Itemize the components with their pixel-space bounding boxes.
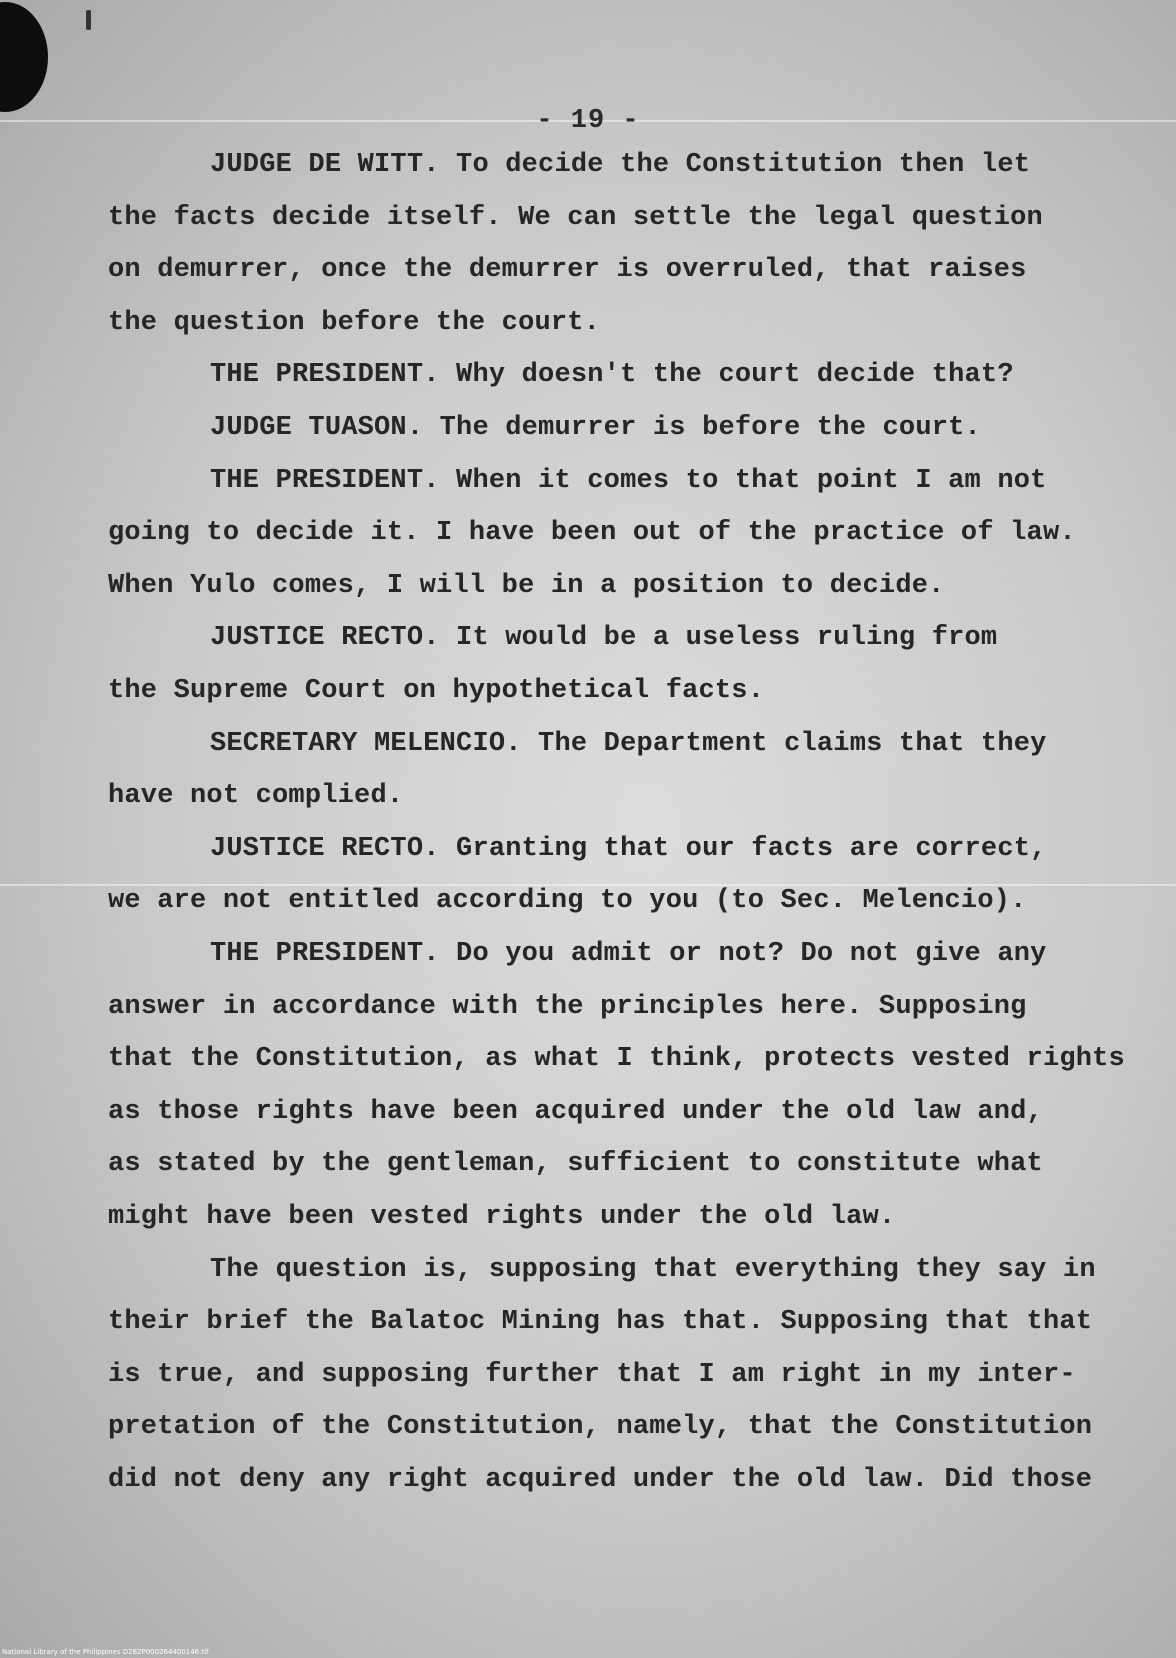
text-line: we are not entitled according to you (to Sec. Melencio). <box>108 886 1027 916</box>
text-line: did not deny any right acquired under the old law. Did those <box>108 1465 1093 1495</box>
text-line: the Supreme Court on hypothetical facts. <box>108 676 765 706</box>
text-line: have not complied. <box>108 781 404 811</box>
text-line: might have been vested rights under the old law. <box>108 1202 896 1232</box>
text-line: When Yulo comes, I will be in a position to decide. <box>108 571 945 601</box>
text-line: the question before the court. <box>108 308 601 338</box>
text-line: JUDGE DE WITT. To decide the Constitution then let <box>210 150 1031 180</box>
text-line: is true, and supposing further that I am right in my inter- <box>108 1360 1076 1390</box>
text-line: JUSTICE RECTO. It would be a useless ruling from <box>210 623 998 653</box>
archive-footer: National Library of the Philippines D282P000264400146.tif <box>2 1648 209 1656</box>
text-line: going to decide it. I have been out of the practice of law. <box>108 518 1076 548</box>
punch-hole <box>0 2 48 112</box>
text-line: JUSTICE RECTO. Granting that our facts are correct, <box>210 834 1047 864</box>
text-line: pretation of the Constitution, namely, that the Constitution <box>108 1412 1093 1442</box>
text-line: The question is, supposing that everything they say in <box>210 1255 1096 1285</box>
page-number: - 19 - <box>536 106 640 136</box>
text-line: the facts decide itself. We can settle the legal question <box>108 203 1043 233</box>
text-line: THE PRESIDENT. When it comes to that point I am not <box>210 466 1047 496</box>
text-line: their brief the Balatoc Mining has that. Supposing that that <box>108 1307 1093 1337</box>
text-line: on demurrer, once the demurrer is overruled, that raises <box>108 255 1027 285</box>
text-line: SECRETARY MELENCIO. The Department claims that they <box>210 729 1047 759</box>
scan-speck <box>86 10 91 30</box>
text-line: THE PRESIDENT. Do you admit or not? Do not give any <box>210 939 1047 969</box>
text-line: JUDGE TUASON. The demurrer is before the court. <box>210 413 981 443</box>
text-line: as stated by the gentleman, sufficient to constitute what <box>108 1149 1043 1179</box>
text-line: THE PRESIDENT. Why doesn't the court decide that? <box>210 360 1014 390</box>
text-line: answer in accordance with the principles here. Supposing <box>108 992 1027 1022</box>
text-line: that the Constitution, as what I think, protects vested rights <box>108 1044 1125 1074</box>
text-line: as those rights have been acquired under the old law and, <box>108 1097 1043 1127</box>
